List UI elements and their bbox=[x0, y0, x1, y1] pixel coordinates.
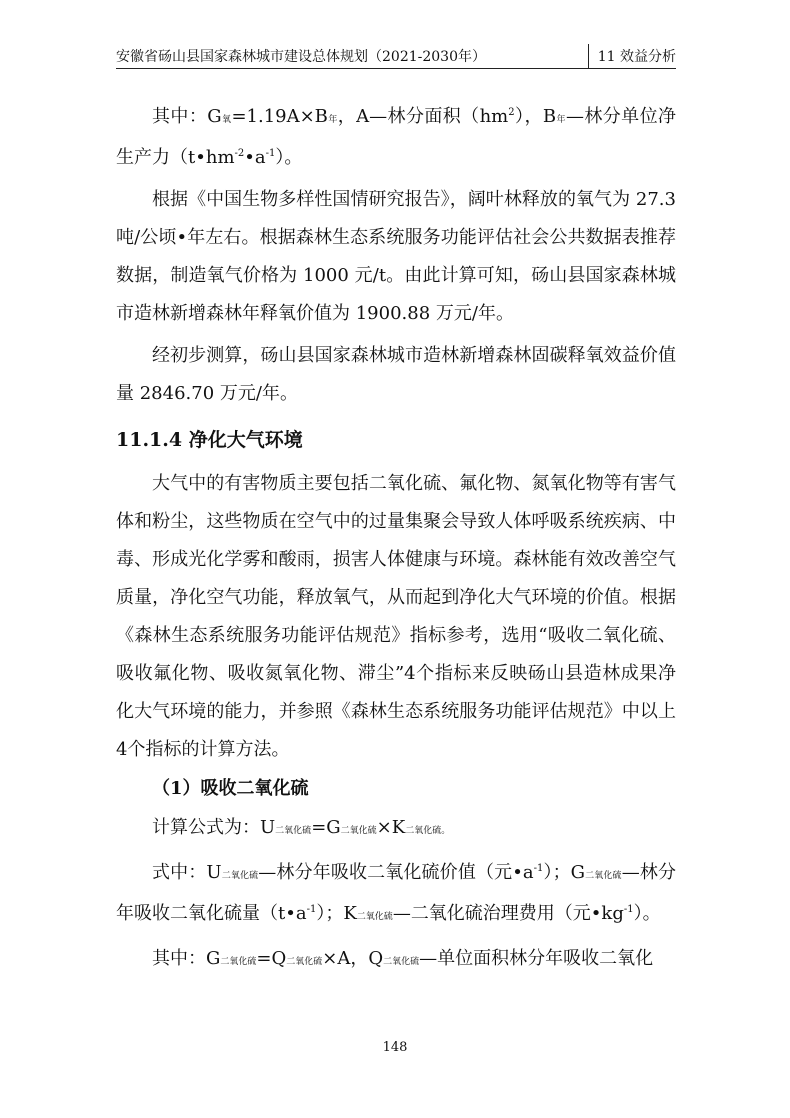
paragraph-air-purification: 大气中的有害物质主要包括二氧化硫、氟化物、氮氧化物等有害气体和粉尘，这些物质在空气中的过量集聚会导致人体呼吸系统疾病、中毒、形成光化学雾和酸雨，损害人体健康与环境。森林能有效改善空气质量，净化空气功能，释放氧气，从而起到净化大气环境的价值。根据《森林生态系统服务功能评估规范》指标参考，选用“吸收二氧化硫、吸收氟化物、吸收氮氧化物、滞尘”4个指标来反映砀山县造林成果净化大气环境的能力，并参照《森林生态系统服务功能评估规范》中以上4个指标的计算方法。 bbox=[116, 473, 676, 760]
page-header bbox=[116, 44, 676, 69]
paragraph-total-value: 经初步测算，砀山县国家森林城市造林新增森林固碳释氧效益价值量 2846.70 万元/年。 bbox=[116, 345, 676, 404]
formula-so2-amount: 其中：G二氧化硫=Q二氧化硫×A，Q二氧化硫—单位面积林分年吸收二氧化 bbox=[152, 948, 654, 969]
header-separator bbox=[588, 44, 589, 68]
header-title: 安徽省砀山县国家森林城市建设总体规划（2021-2030年） bbox=[116, 49, 486, 65]
header-chapter: 11 效益分析 bbox=[597, 49, 676, 65]
page-body bbox=[116, 98, 676, 981]
section-heading: 11.1.4 净化大气环境 bbox=[116, 429, 303, 451]
paragraph-oxygen-formula: 其中：G氧=1.19A×B年，A—林分面积$(hm^2)$，B年—林分单位净生产力$(t•hm^{-2}•a^{-1})$。 bbox=[116, 106, 676, 168]
page-number: 148 bbox=[382, 1040, 408, 1055]
paragraph-oxygen-value: 根据《中国生物多样性国情研究报告》，阔叶林释放的氧气为 27.3吨/公顷•年左右。根据森林生态系统服务功能评估社会公共数据表推荐数据，制造氧气价格为 1000 元/t。由此计算可知，砀山县国家森林城市造林新增森林年释氧价值为 1900.88 万元/年。 bbox=[116, 189, 676, 324]
formula-so2-value: 计算公式为：U二氧化硫=G二氧化硫×K二氧化硫。 bbox=[152, 817, 451, 838]
formula-so2-definitions: 式中：U二氧化硫—林分年吸收二氧化硫价值（元$•a^{-1}$）；G二氧化硫—林分年吸收二氧化硫量$(t•a^{-1})$；K二氧化硫—二氧化硫治理费用（元$•kg^{-1}$）。 bbox=[116, 862, 676, 924]
subheading-so2: （1）吸收二氧化硫 bbox=[152, 778, 309, 799]
